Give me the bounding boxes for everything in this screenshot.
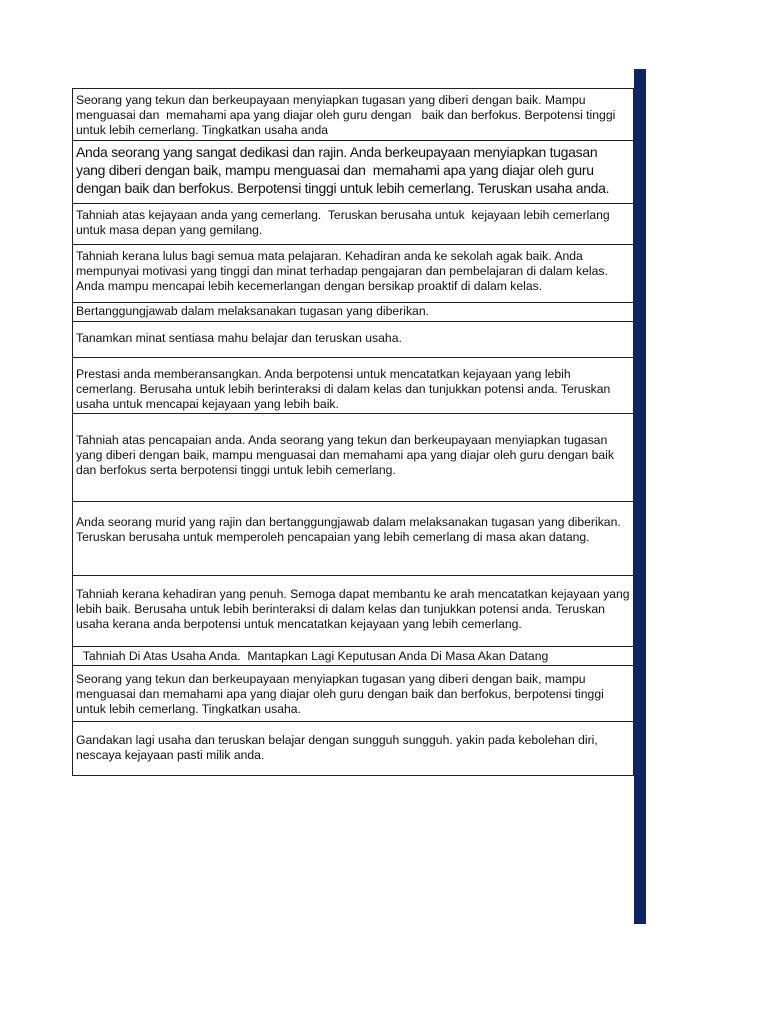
table-row <box>73 666 634 722</box>
table-row <box>73 322 634 358</box>
row-text: Tahniah kerana lulus bagi semua mata pelajaran. Kehadiran anda ke sekolah agak baik. Anda mempunyai motivasi yang tinggi dan minat terhadap pengajaran dan pembelajaran di dalam kelas. Anda mampu mencapai lebih kecemerlangan dengan bersikap proaktif di dalam kelas. <box>76 249 611 293</box>
table-row <box>73 502 634 576</box>
row-text: Tahniah Di Atas Usaha Anda. Mantapkan Lagi Keputusan Anda Di Masa Akan Datang <box>76 649 549 663</box>
row-text: Anda seorang murid yang rajin dan bertanggungjawab dalam melaksanakan tugasan yang diberikan. Teruskan berusaha untuk memperoleh pencapaian yang lebih cemerlang di masa akan datang. <box>76 515 624 544</box>
table-row <box>73 358 634 414</box>
row-text: Tahniah atas pencapaian anda. Anda seorang yang tekun dan berkeupayaan menyiapkan tugasan yang diberi dengan baik, mampu menguasai dan memahami apa yang diajar oleh guru dengan baik dan berfokus serta berpotensi tinggi untuk lebih cemerlang. <box>76 433 618 477</box>
row-text: Tahniah kerana kehadiran yang penuh. Semoga dapat membantu ke arah mencatatkan kejayaan yang lebih baik. Berusaha untuk lebih berinteraksi di dalam kelas dan tunjukkan potensi anda. Teruskan usaha kerana anda berpotensi untuk mencatatkan kejayaan yang lebih cemerlang. <box>76 587 633 631</box>
row-text: Gandakan lagi usaha dan teruskan belajar dengan sungguh sungguh. yakin pada kebolehan diri, nescaya kejayaan pasti milik anda. <box>76 733 602 762</box>
row-text: Anda seorang yang sangat dedikasi dan rajin. Anda berkeupayaan menyiapkan tugasan yang diberi dengan baik, mampu menguasai dan memahami apa yang diajar oleh guru dengan baik dan berfokus. Berpotensi tinggi untuk lebih cemerlang. Teruskan usaha anda. <box>76 144 610 196</box>
table-row <box>73 204 634 245</box>
row-text: Tanamkan minat sentiasa mahu belajar dan teruskan usaha. <box>76 331 402 345</box>
table-row <box>73 89 634 141</box>
row-text: Tahniah atas kejayaan anda yang cemerlang. Teruskan berusaha untuk kejayaan lebih cemerlang untuk masa depan yang gemilang. <box>76 208 614 237</box>
row-text: Seorang yang tekun dan berkeupayaan menyiapkan tugasan yang diberi dengan baik. Mampu menguasai dan memahami apa yang diajar oleh guru dengan baik dan berfokus. Berpotensi tinggi untuk lebih cemerlang. Tingkatkan usaha anda <box>76 93 619 137</box>
table-row <box>73 303 634 322</box>
table-row <box>73 245 634 303</box>
table-row <box>73 722 634 776</box>
row-text: Prestasi anda memberansangkan. Anda berpotensi untuk mencatatkan kejayaan yang lebih cemerlang. Berusaha untuk lebih berinteraksi di dalam kelas dan tunjukkan potensi anda. Teruskan usaha untuk mencapai kejayaan yang lebih baik. <box>76 367 614 411</box>
table-row <box>73 141 634 204</box>
row-text: Seorang yang tekun dan berkeupayaan menyiapkan tugasan yang diberi dengan baik, mampu menguasai dan memahami apa yang diajar oleh guru dengan baik dan berfokus, berpotensi tinggi untuk lebih cemerlang. Tingkatkan usaha. <box>76 672 608 716</box>
table-row <box>73 647 634 666</box>
table-row <box>73 414 634 502</box>
table-row <box>73 576 634 647</box>
comments-table <box>72 88 634 776</box>
sidebar-accent-bar <box>634 69 646 924</box>
row-text: Bertanggungjawab dalam melaksanakan tugasan yang diberikan. <box>76 304 429 318</box>
